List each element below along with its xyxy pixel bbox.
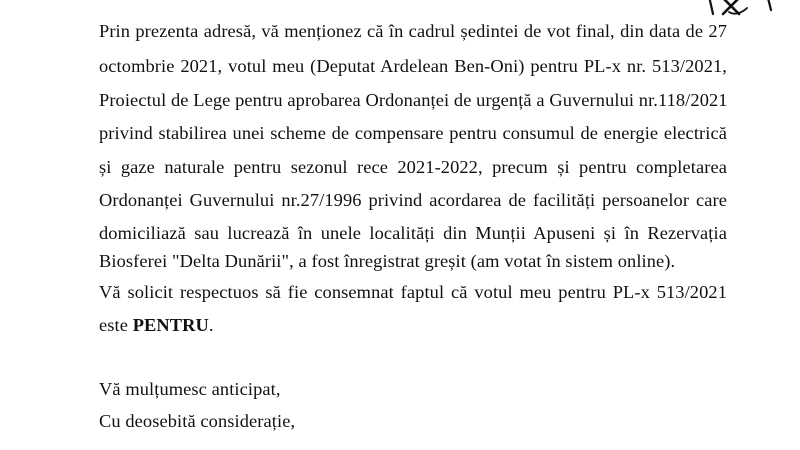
- vote-suffix: .: [208, 315, 214, 335]
- vote-value: PENTRU: [132, 315, 209, 335]
- body-line-2: octombrie 2021, votul meu (Deputat Ardelean Ben-Oni) pentru PL-x nr. 513/2021,: [99, 56, 727, 76]
- body-line-8: Biosferei "Delta Dunării", a fost înregistrat greșit (am votat în sistem online).: [99, 251, 676, 271]
- handwritten-mark: [705, 0, 775, 18]
- body-line-4: privind stabilirea unei scheme de compensare pentru consumul de energie electrică: [99, 123, 727, 143]
- vote-prefix: este: [99, 315, 133, 335]
- body-line-5: și gaze naturale pentru sezonul rece 2021-2022, precum și pentru completarea: [99, 157, 727, 177]
- body-line-6: Ordonanței Guvernului nr.27/1996 privind acordarea de facilități persoanelor care: [99, 190, 727, 210]
- closing-line-1: Vă mulțumesc anticipat,: [99, 379, 281, 399]
- body-line-1: Prin prezenta adresă, vă menționez că în cadrul ședintei de vot final, din data de 27: [99, 21, 727, 41]
- vote-statement: [99, 314, 214, 336]
- body-line-3: Proiectul de Lege pentru aprobarea Ordonanței de urgență a Guvernului nr.118/2021: [99, 90, 728, 110]
- closing-line-2: Cu deosebită considerație,: [99, 411, 296, 431]
- body-line-7: domiciliază sau lucrează în unele localități din Munții Apuseni și în Rezervația: [99, 223, 727, 243]
- body-line-9: Vă solicit respectuos să fie consemnat faptul că votul meu pentru PL-x 513/2021: [99, 282, 727, 302]
